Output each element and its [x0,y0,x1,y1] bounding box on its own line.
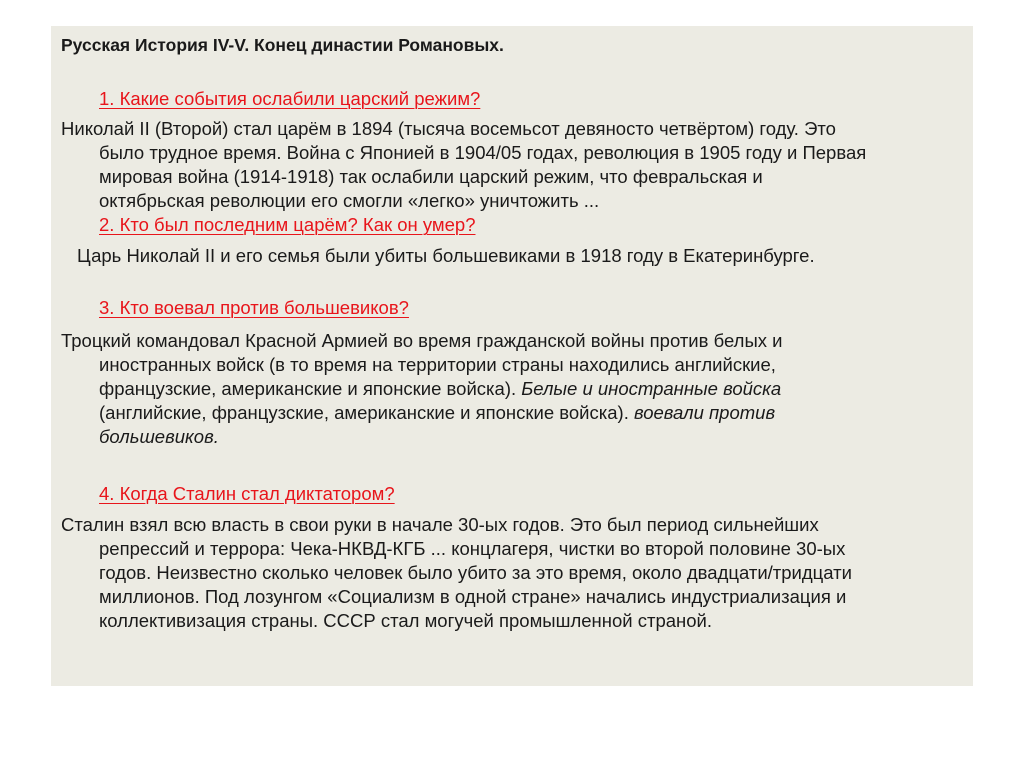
question-4: 4. Когда Сталин стал диктатором? [99,483,395,504]
answer-2: Царь Николай II и его семья были убиты большевиками в 1918 году в Екатеринбурге. [77,245,815,266]
answer-3-line [61,425,783,449]
answer-3 [61,329,783,449]
slide-title: Русская История IV-V. Конец династии Романовых. [61,35,504,55]
answer-3-italic-text: большевиков. [99,426,219,447]
answer-1-line: октябрьская революции его смогли «легко» уничтожить ... [99,190,600,211]
answer-4-line: годов. Неизвестно сколько человек было убито за это время, около двадцати/тридцати [99,562,852,583]
answer-3-italic-text: Белые и иностранные войска [516,378,782,399]
answer-3-line [61,377,783,401]
answer-3-text: французские, американские и японские войска). [99,378,517,399]
answer-3-italic-text: воевали против [628,402,776,423]
answer-4-line: миллионов. Под лозунгом «Социализм в одной стране» начались индустриализация и [99,586,847,607]
answer-1-line: было трудное время. Война с Японией в 1904/05 годах, революция в 1905 году и Первая [99,142,867,163]
answer-1-line: Николай II (Второй) стал царём в 1894 (тысяча восемьсот девяносто четвёртом) году. Это [61,118,836,139]
answer-1-line: мировая война (1914-1918) так ослабили царский режим, что февральская и [99,166,763,187]
question-2: 2. Кто был последним царём? Как он умер? [99,214,476,235]
answer-4-line: Сталин взял всю власть в свои руки в начале 30-ых годов. Это был период сильнейших [61,514,819,535]
question-1: 1. Какие события ослабили царский режим? [99,88,481,109]
answer-1 [61,117,866,213]
answer-4-line: репрессий и террора: Чека-НКВД-КГБ ... концлагеря, чистки во второй половине 30-ых [99,538,846,559]
question-3: 3. Кто воевал против большевиков? [99,297,409,318]
answer-4 [61,513,852,633]
answer-3-line: Троцкий командовал Красной Армией во время гражданской войны против белых и [61,330,783,351]
answer-4-line: коллективизация страны. СССР стал могучей промышленной страной. [99,610,713,631]
answer-3-line: иностранных войск (в то время на территории страны находились английские, [99,354,776,375]
answer-3-line [61,401,783,425]
answer-3-text: (английские, французские, американские и японские войска). [99,402,629,423]
